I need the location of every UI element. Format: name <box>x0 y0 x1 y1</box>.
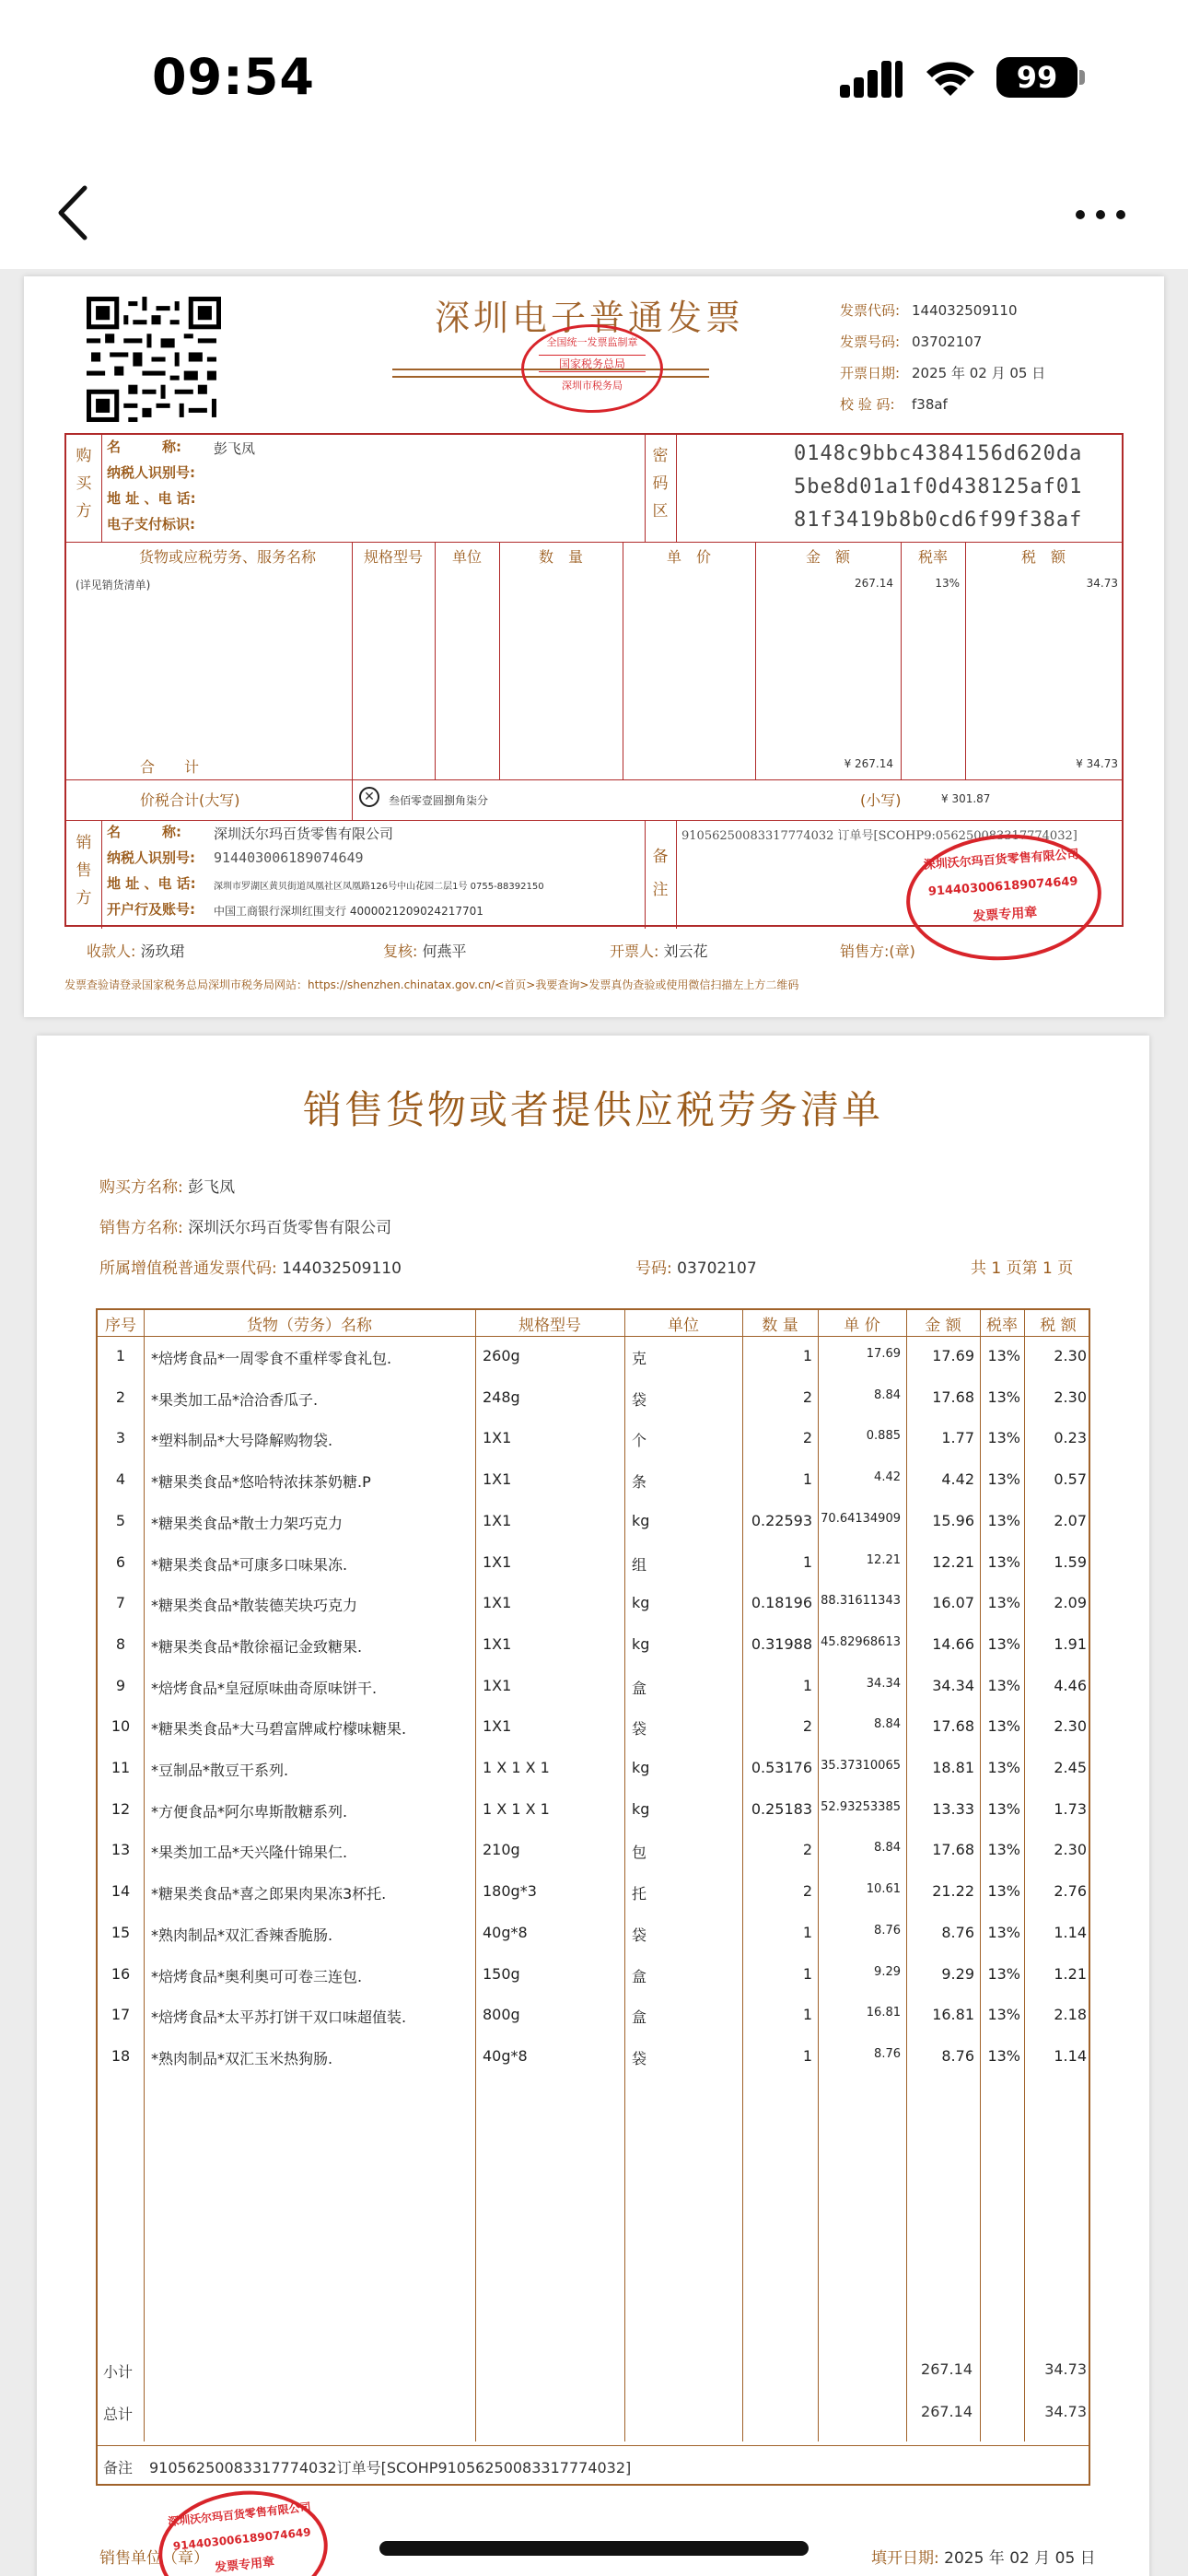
seller-bank: 中国工商银行深圳红围支行 4000021209024217701 <box>214 905 483 918</box>
cell-price: 8.76 <box>874 1923 901 1938</box>
cell-price: 35.37310065 <box>821 1759 901 1773</box>
cell-seq: 17 <box>111 2006 131 2024</box>
cell-seq: 10 <box>111 1717 131 1736</box>
cell-unit: 包 <box>632 1844 647 1862</box>
cell-tax: 1.59 <box>1054 1552 1087 1571</box>
cell-amount: 17.69 <box>932 1347 974 1364</box>
cell-seq: 11 <box>111 1759 131 1776</box>
verification-notice: 发票查验请登录国家税务总局深圳市税务局网站：https://shenzhen.chinatax.gov.cn/<首页>我要查询>发票真伪查验或使用微信扫描左上方二维码 <box>64 978 799 991</box>
check-code-row: 校 验 码: f38af <box>840 396 948 413</box>
list-invoice-code: 所属增值税普通发票代码: 144032509110 <box>99 1259 402 1278</box>
cell-amount: 21.22 <box>932 1882 974 1901</box>
invoice-date: 2025 年 02 月 05 日 <box>912 365 1046 381</box>
invoice-page <box>24 276 1164 1017</box>
cell-tax: 1.91 <box>1054 1634 1087 1653</box>
cell-seq: 4 <box>115 1470 126 1489</box>
cell-name: *焙烤食品*皇冠原味曲奇原味饼干. <box>151 1679 378 1697</box>
seller-taxid: 914403006189074649 <box>214 849 364 866</box>
cell-seq: 9 <box>115 1676 126 1694</box>
cell-spec: 40g*8 <box>483 2046 528 2065</box>
items-note: (详见销货清单) <box>76 579 151 591</box>
cell-tax: 0.57 <box>1054 1470 1087 1489</box>
cipher-line-3: 81f3419b8b0cd6f99f38af <box>794 509 1083 532</box>
cell-spec: 40g*8 <box>483 1923 528 1941</box>
cell-name: *糖果类食品*散士力架巧克力 <box>151 1514 344 1532</box>
invoice-code-row: 发票代码: 144032509110 <box>840 302 1018 319</box>
cell-price: 88.31611343 <box>821 1594 901 1609</box>
cell-qty: 0.53176 <box>751 1759 812 1776</box>
battery-tip <box>1079 70 1085 85</box>
cell-name: *焙烤食品*奥利奥可可卷三连包. <box>151 1967 363 1985</box>
cell-qty: 0.22593 <box>751 1511 812 1529</box>
cell-rate: 13% <box>987 1841 1020 1859</box>
table-row <box>98 1668 1092 1709</box>
cipher-line-1: 0148c9bbc4384156d620da <box>794 442 1083 465</box>
seller-name: 深圳沃尔玛百货零售有限公司 <box>214 825 394 842</box>
grand-total-amount: 267.14 <box>921 2403 973 2420</box>
back-icon[interactable] <box>48 181 103 245</box>
battery-icon: 99 <box>996 57 1077 98</box>
list-date: 填开日期: 2025 年 02 月 05 日 <box>871 2549 1096 2568</box>
cell-qty: 1 <box>802 1923 812 1941</box>
subtotal-amount: 267.14 <box>921 2360 973 2378</box>
table-row <box>98 1750 1092 1791</box>
cell-name: *糖果类食品*散徐福记金致糖果. <box>151 1637 363 1656</box>
cell-rate: 13% <box>987 1347 1020 1364</box>
cell-unit: 盒 <box>632 2008 647 2027</box>
cell-amount: 16.81 <box>932 2006 974 2024</box>
sum-words-label: 价税合计(大写) <box>140 791 240 809</box>
cell-qty: 2 <box>802 1388 812 1406</box>
cell-price: 17.69 <box>866 1347 901 1361</box>
cell-qty: 1 <box>802 1676 812 1694</box>
buyer-side-label: 购买方 <box>76 447 92 521</box>
check-code: f38af <box>912 396 948 413</box>
cell-spec: 150g <box>483 1964 520 1983</box>
cell-rate: 13% <box>987 1923 1020 1941</box>
cell-rate: 13% <box>987 1676 1020 1694</box>
list-remark-label: 备注 <box>103 2459 134 2476</box>
invoice-date-row: 开票日期: 2025 年 02 月 05 日 <box>840 365 1046 381</box>
cell-price: 10.61 <box>866 1882 901 1897</box>
cell-seq: 2 <box>115 1388 126 1406</box>
cell-spec: 1X1 <box>483 1552 512 1571</box>
cell-name: *糖果类食品*悠哈特浓抹茶奶糖.P <box>151 1473 371 1492</box>
cell-qty: 2 <box>802 1717 812 1736</box>
cell-unit: 条 <box>632 1473 647 1492</box>
cell-seq: 1 <box>115 1347 126 1364</box>
cell-unit: 盒 <box>632 1679 647 1697</box>
cell-price: 16.81 <box>866 2006 901 2020</box>
table-row <box>98 1832 1092 1873</box>
seller-side-label: 销售方 <box>76 834 92 907</box>
cell-rate: 13% <box>987 2006 1020 2024</box>
cell-spec: 1X1 <box>483 1594 512 1612</box>
cell-unit: 盒 <box>632 1967 647 1985</box>
cell-name: *塑料制品*大号降解购物袋. <box>151 1432 333 1450</box>
invoice-number-row: 发票号码: 03702107 <box>840 334 983 350</box>
cell-amount: 9.29 <box>941 1964 974 1983</box>
cell-price: 8.84 <box>874 1717 901 1732</box>
cell-price: 8.84 <box>874 1388 901 1402</box>
cell-rate: 13% <box>987 1511 1020 1529</box>
invoice-code: 144032509110 <box>912 302 1018 319</box>
cell-tax: 2.45 <box>1054 1759 1087 1776</box>
subtotal-label: 小计 <box>103 2363 134 2381</box>
list-page-count: 共 1 页第 1 页 <box>971 1259 1074 1278</box>
cell-price: 8.76 <box>874 2046 901 2061</box>
cell-name: *糖果类食品*大马碧富牌咸柠檬味糖果. <box>151 1720 407 1739</box>
table-row <box>98 1379 1092 1421</box>
sum-words: 叁佰零壹圆捌角柒分 <box>389 794 489 807</box>
cell-rate: 13% <box>987 1799 1020 1818</box>
cell-qty: 0.18196 <box>751 1594 812 1612</box>
status-bar <box>0 0 1188 157</box>
cell-amount: 14.66 <box>932 1634 974 1653</box>
cell-qty: 1 <box>802 2006 812 2024</box>
cell-name: *糖果类食品*散装德芙块巧克力 <box>151 1597 358 1615</box>
cell-rate: 13% <box>987 1964 1020 1983</box>
cell-unit: kg <box>632 1634 650 1653</box>
cell-tax: 1.21 <box>1054 1964 1087 1983</box>
cell-price: 45.82968613 <box>821 1634 901 1649</box>
table-row <box>98 1503 1092 1544</box>
list-invoice-number: 号码: 03702107 <box>635 1259 757 1278</box>
cell-tax: 1.14 <box>1054 2046 1087 2065</box>
cell-unit: 袋 <box>632 1926 647 1944</box>
cell-tax: 2.07 <box>1054 1511 1087 1529</box>
subtotal-tax: 34.73 <box>1044 2360 1087 2378</box>
nav-bar <box>0 157 1188 276</box>
cell-seq: 12 <box>111 1799 131 1818</box>
table-row <box>98 1956 1092 1997</box>
cell-spec: 1X1 <box>483 1429 512 1447</box>
table-row <box>98 1338 1092 1379</box>
cell-unit: kg <box>632 1511 650 1529</box>
table-row <box>98 1461 1092 1503</box>
cell-seq: 16 <box>111 1964 131 1983</box>
table-row <box>98 1544 1092 1586</box>
table-row <box>98 1996 1092 2038</box>
table-row <box>98 1420 1092 1461</box>
cell-seq: 3 <box>115 1429 126 1447</box>
cell-unit: 袋 <box>632 1720 647 1739</box>
cell-spec: 1 X 1 X 1 <box>483 1799 550 1818</box>
list-seller: 销售方名称: 深圳沃尔玛百货零售有限公司 <box>99 1219 392 1237</box>
cell-spec: 210g <box>483 1841 520 1859</box>
cell-spec: 260g <box>483 1347 520 1364</box>
drawer: 开票人: 刘云花 <box>610 943 708 960</box>
cell-seq: 7 <box>115 1594 126 1612</box>
table-row <box>98 1791 1092 1832</box>
cell-price: 70.64134909 <box>821 1511 901 1526</box>
item-list-page <box>37 1036 1149 2576</box>
seller-address: 深圳市罗湖区黄贝街道凤凰社区凤凰路126号中山花园二层1号 0755-88392150 <box>214 882 544 892</box>
cell-spec: 1X1 <box>483 1717 512 1736</box>
cell-unit: 组 <box>632 1555 647 1574</box>
item-table: 序号 货物（劳务）名称 规格型号 单位 数 量 单 价 金 额 税率 税 额 1 *焙烤食品*一周零食不重样零食礼包. 260g 克 1 17.69 17.69 13% 2.30 2 *果类加工品*洽洽香瓜子. 248g 袋 2 8.84 17.68 13% 2.30 3 *塑料制品*大号降解购物袋. 1X1 个 2 0.885 1.77 13% 0.23 4 *糖果类食品*悠哈特浓抹茶奶糖.P 1X1 条 1 4.42 4.42 13% 0.57 5 *糖果类食品*散士力架巧克力 1X1 kg 0.22593 70.64134909 15.96 13% 2.07 6 *糖果类食品*可康多口味果冻. 1X1 组 1 12.21 12.21 13% 1.59 7 *糖果类食品*散装德芙块巧克力 1X1 kg 0.18196 88.31611343 16.07 13% 2.09 8 *糖果类食品*散徐福记金致糖果. 1X1 kg 0.31988 45.82968613 14.66 13% 1.91 9 *焙烤食品*皇冠原味曲奇原味饼干. 1X1 盒 1 34.34 34.34 13% 4.46 10 *糖果类食品*大马碧富牌咸柠檬味糖果. 1X1 袋 2 8.84 17.68 13% 2.30 11 *豆制品*散豆干系列. 1 X 1 X 1 kg 0.53176 35.37310065 18.81 13% 2.45 12 *方便食品*阿尔卑斯散糖系列. 1 X 1 X 1 kg 0.25183 52.93253385 13.33 13% 1.73 13 *果类加工品*天兴隆什锦果仁. 210g 包 2 8.84 17.68 13% 2.30 14 *糖果类食品*喜之郎果肉果冻3杯托. 180g*3 托 2 10.61 21.22 13% 2.76 15 *熟肉制品*双汇香辣香脆肠. 40g*8 袋 1 8.76 8.76 13% 1.14 16 *焙烤食品*奥利奥可可卷三连包. 150g 盒 1 9.29 9.29 13% 1.21 17 *焙烤食品*太平苏打饼干双口味超值装. 800g 盒 1 16.81 16.81 13% 2.18 18 *熟肉制品*双汇玉米热狗肠. 40g*8 袋 1 8.76 8.76 13% 1.14 小计 267.14 34.73 总计 267.14 34.73 备注 91056250083317774032订单号[SCOHP91056250083317774032] <box>96 1308 1090 2486</box>
cell-price: 9.29 <box>874 1964 901 1979</box>
invoice-grid: 购买方 名 称: 彭飞凤 纳税人识别号: 地 址 、电 话: 电子支付标识: 密码区 0148c9bbc4384156d620da 5be8d01a1f0d438125af01 81f3419b8b0cd6f99f38af 货物或应税劳务、服务名称 规格型号 单位 数 量 单 价 金 额 税率 税 额 (详见销货清单) 267.14 13% 34.73 合 计 ¥ 267.14 ¥ 34.73 价税合计(大写) ✕ 叁佰零壹圆捌角柒分 (小写) ¥ 301.87 销售方 名 称: 深圳沃尔玛百货零售有限公司 纳税人识别号: 914403006189074649 地 址 、电 话: 深圳市罗湖区黄贝街道凤凰社区凤凰路126号中山花园二层1号 0755-88392150 开户行及账号: 中国工商银行深圳红围支行 4000021209024217701 备注 91056250083317774032 订单号[SCOHP9:056250083317774032] <box>64 433 1124 927</box>
table-row <box>98 1626 1092 1668</box>
cell-price: 8.84 <box>874 1841 901 1856</box>
cell-spec: 1X1 <box>483 1470 512 1489</box>
cell-name: *熟肉制品*双汇玉米热狗肠. <box>151 2049 333 2067</box>
cell-unit: kg <box>632 1759 650 1776</box>
list-seller-stamp: 深圳沃尔玛百货零售有限公司 914403006189074649 发票专用章 <box>153 2483 333 2576</box>
cell-amount: 17.68 <box>932 1388 974 1406</box>
cell-tax: 2.30 <box>1054 1388 1087 1406</box>
cell-seq: 5 <box>115 1511 126 1529</box>
tax-bureau-stamp <box>521 324 663 413</box>
cell-name: *糖果类食品*喜之郎果肉果冻3杯托. <box>151 1885 387 1903</box>
cell-price: 52.93253385 <box>821 1799 901 1814</box>
cell-spec: 1 X 1 X 1 <box>483 1759 550 1776</box>
cell-name: *焙烤食品*一周零食不重样零食礼包. <box>151 1350 392 1367</box>
cell-amount: 17.68 <box>932 1841 974 1859</box>
table-row <box>98 2038 1092 2079</box>
cell-amount: 16.07 <box>932 1594 974 1612</box>
cell-unit: 袋 <box>632 1390 647 1409</box>
cell-rate: 13% <box>987 1717 1020 1736</box>
cell-name: *焙烤食品*太平苏打饼干双口味超值装. <box>151 2008 407 2027</box>
cell-unit: 托 <box>632 1885 647 1903</box>
payee: 收款人: 汤玖珺 <box>87 943 185 960</box>
cell-unit: 袋 <box>632 2049 647 2067</box>
cell-unit: 个 <box>632 1432 647 1450</box>
cell-qty: 1 <box>802 1552 812 1571</box>
table-row <box>98 1873 1092 1914</box>
cross-circle-icon: ✕ <box>359 787 379 807</box>
table-row <box>98 1708 1092 1750</box>
cell-spec: 1X1 <box>483 1511 512 1529</box>
cell-qty: 1 <box>802 1964 812 1983</box>
cell-tax: 2.76 <box>1054 1882 1087 1901</box>
cellular-signal-icon <box>840 59 904 98</box>
cell-tax: 2.30 <box>1054 1347 1087 1364</box>
cell-rate: 13% <box>987 1882 1020 1901</box>
cell-qty: 0.25183 <box>751 1799 812 1818</box>
cell-rate: 13% <box>987 1388 1020 1406</box>
invoice-remark: 91056250083317774032 订单号[SCOHP9:056250083317774032] <box>681 829 1077 843</box>
grand-total-label: 总计 <box>103 2406 134 2423</box>
table-row <box>98 1914 1092 1956</box>
cell-name: *果类加工品*天兴隆什锦果仁. <box>151 1844 348 1862</box>
wifi-icon <box>923 55 978 100</box>
cell-seq: 15 <box>111 1923 131 1941</box>
cell-rate: 13% <box>987 1759 1020 1776</box>
cell-rate: 13% <box>987 1594 1020 1612</box>
cell-rate: 13% <box>987 1552 1020 1571</box>
list-remark: 91056250083317774032订单号[SCOHP91056250083317774032] <box>149 2459 632 2476</box>
items-tax: 34.73 <box>1086 577 1118 590</box>
cell-spec: 180g*3 <box>483 1882 537 1901</box>
sum-small: ¥ 301.87 <box>941 792 991 805</box>
status-time: 09:54 <box>152 48 315 106</box>
cell-tax: 2.09 <box>1054 1594 1087 1612</box>
cell-name: *糖果类食品*可康多口味果冻. <box>151 1555 348 1574</box>
cell-amount: 8.76 <box>941 1923 974 1941</box>
cell-spec: 1X1 <box>483 1634 512 1653</box>
cell-amount: 1.77 <box>941 1429 974 1447</box>
cell-seq: 13 <box>111 1841 131 1859</box>
cell-qty: 1 <box>802 1470 812 1489</box>
cell-amount: 34.34 <box>932 1676 974 1694</box>
cell-name: *熟肉制品*双汇香辣香脆肠. <box>151 1926 333 1944</box>
total-amount: ¥ 267.14 <box>844 757 893 770</box>
stamp-arc-text: 全国统一发票监制章 <box>546 336 638 348</box>
buyer-name: 彭飞凤 <box>214 440 256 457</box>
cell-name: *方便食品*阿尔卑斯散糖系列. <box>151 1802 348 1821</box>
cell-amount: 17.68 <box>932 1717 974 1736</box>
seal-label: 销售单位（章） <box>99 2549 209 2568</box>
cell-rate: 13% <box>987 2046 1020 2065</box>
cell-tax: 1.14 <box>1054 1923 1087 1941</box>
cell-qty: 1 <box>802 2046 812 2065</box>
cell-amount: 18.81 <box>932 1759 974 1776</box>
items-amount: 267.14 <box>855 577 893 590</box>
list-buyer: 购买方名称: 彭飞凤 <box>99 1178 236 1197</box>
cell-price: 4.42 <box>874 1470 901 1485</box>
cell-tax: 2.18 <box>1054 2006 1087 2024</box>
cell-amount: 12.21 <box>932 1552 974 1571</box>
cell-name: *果类加工品*洽洽香瓜子. <box>151 1390 319 1409</box>
cell-seq: 14 <box>111 1882 131 1901</box>
items-rate: 13% <box>935 577 960 590</box>
grand-total-tax: 34.73 <box>1044 2403 1087 2420</box>
table-row <box>98 1585 1092 1626</box>
reviewer: 复核: 何燕平 <box>383 943 467 960</box>
cell-tax: 4.46 <box>1054 1676 1087 1694</box>
stamp-bottom-text: 深圳市税务局 <box>562 380 623 392</box>
more-icon[interactable] <box>1068 197 1133 234</box>
cell-price: 12.21 <box>866 1552 901 1567</box>
qr-code[interactable] <box>87 297 221 422</box>
total-tax: ¥ 34.73 <box>1076 757 1118 770</box>
seller-seal-label: 销售方:(章) <box>840 943 915 960</box>
cell-amount: 15.96 <box>932 1511 974 1529</box>
cell-unit: 克 <box>632 1350 647 1367</box>
cell-price: 0.885 <box>866 1429 901 1444</box>
cell-unit: kg <box>632 1799 650 1818</box>
invoice-number: 03702107 <box>912 334 983 350</box>
stamp-mid-text: 国家税务总局 <box>539 355 646 372</box>
cell-seq: 8 <box>115 1634 126 1653</box>
cell-seq: 6 <box>115 1552 126 1571</box>
cell-unit: kg <box>632 1594 650 1612</box>
cell-spec: 248g <box>483 1388 520 1406</box>
cell-seq: 18 <box>111 2046 131 2065</box>
cell-rate: 13% <box>987 1429 1020 1447</box>
cell-amount: 13.33 <box>932 1799 974 1818</box>
home-indicator[interactable] <box>379 2541 809 2556</box>
cell-amount: 4.42 <box>941 1470 974 1489</box>
cell-qty: 2 <box>802 1429 812 1447</box>
cell-name: *豆制品*散豆干系列. <box>151 1762 289 1779</box>
list-title: 销售货物或者提供应税劳务清单 <box>302 1087 883 1132</box>
cell-rate: 13% <box>987 1634 1020 1653</box>
cell-qty: 0.31988 <box>751 1634 812 1653</box>
cell-spec: 800g <box>483 2006 520 2024</box>
cell-rate: 13% <box>987 1470 1020 1489</box>
cell-tax: 0.23 <box>1054 1429 1087 1447</box>
cipher-label: 密码区 <box>652 447 669 521</box>
cell-qty: 2 <box>802 1841 812 1859</box>
seller-invoice-stamp: 深圳沃尔玛百货零售有限公司 914403006189074649 发票专用章 <box>903 828 1106 966</box>
cell-tax: 2.30 <box>1054 1717 1087 1736</box>
cell-tax: 2.30 <box>1054 1841 1087 1859</box>
cipher-line-2: 5be8d01a1f0d438125af01 <box>794 475 1083 498</box>
invoice-title: 深圳电子普通发票 <box>435 298 745 338</box>
cell-qty: 2 <box>802 1882 812 1901</box>
cell-spec: 1X1 <box>483 1676 512 1694</box>
remark-label: 备注 <box>652 848 669 899</box>
cell-qty: 1 <box>802 1347 812 1364</box>
cell-tax: 1.73 <box>1054 1799 1087 1818</box>
cell-amount: 8.76 <box>941 2046 974 2065</box>
cell-price: 34.34 <box>866 1676 901 1691</box>
document-viewer[interactable] <box>0 269 1188 2576</box>
